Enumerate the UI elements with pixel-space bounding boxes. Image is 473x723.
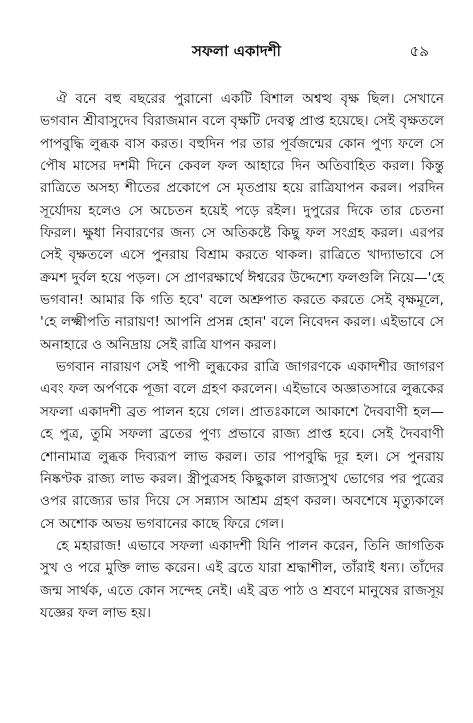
paragraph-2: ভগবান নারায়ণ সেই পাপী লুব্ধকের রাত্রি জাগরণকে একাদশীর জাগরণ এবং ফল অর্পণকে পূজা বলে গ্রহণ করলেন। এইভাবে অজ্ঞাতসারে লুব্ধকের সফলা একাদশী ব্রত পালন হয়ে গেল। প্রাতঃকালে আকাশে দৈববাণী হল—হে পুত্র, তুমি সফলা ব্রতের পুণ্য প্রভাবে রাজ্য প্রাপ্ত হবে। সেই দৈববাণী শোনামাত্র লুব্ধক দিব্যরূপ লাভ করল। তার পাপবুদ্ধি দূর হল। সে পুনরায় নিষ্কণ্টক রাজ্য লাভ করল। স্ত্রীপুত্রসহ কিছুকাল রাজ্যসুখ ভোগের পর পুত্রের ওপর রাজ্যের ভার দিয়ে সে সন্ন্যাস আশ্রম গ্রহণ করল। অবশেষে মৃত্যুকালে সে অশোক অভয় ভগবানের কাছে ফিরে গেল।	[40, 359, 444, 532]
paragraph-3: হে মহারাজ! এভাবে সফলা একাদশী যিনি পালন করেন, তিনি জাগতিক সুখ ও পরে মুক্তি লাভ করেন। এই ব্রতে যারা শ্রদ্ধাশীল, তাঁরাই ধন্য। তাঁদের জন্ম সার্থক, এতে কোন সন্দেহ নেই। এই ব্রত পাঠ ও শ্রবণে মানুষের রাজসূয় যজ্ঞের ফল লাভ হয়।	[40, 537, 444, 621]
running-head	[24, 40, 449, 62]
chapter-title: সফলা একাদশী	[192, 42, 281, 60]
paragraph-1: ঐ বনে বহু বছরের পুরানো একটি বিশাল অশ্বত্থ বৃক্ষ ছিল। সেখানে ভগবান শ্রীবাসুদেব বিরাজমান বলে বৃক্ষটি দেবত্ব প্রাপ্ত হয়েছে। সেই বৃক্ষতলে পাপবুদ্ধি লুব্ধক বাস করত। বহুদিন পর তার পূর্বজন্মের কোন পুণ্য ফলে সে পৌষ মাসের দশমী দিনে কেবল ফল আহারে দিন অতিবাহিত করল। কিন্তু রাত্রিতে অসহ্য শীতের প্রকোপে সে মৃতপ্রায় হয়ে রাত্রিযাপন করল। পরদিন সূর্যোদয় হলেও সে অচেতন হয়েই পড়ে রইল। দুপুরের দিকে তার চেতনা ফিরল। ক্ষুধা নিবারণের জন্য সে অতিকষ্টে কিছু ফল সংগ্রহ করল। এরপর সেই বৃক্ষতলে এসে পুনরায় বিশ্রাম করতে থাকল। রাত্রিতে খাদ্যাভাবে সে ক্রমশ দুর্বল হয়ে পড়ল। সে প্রাণরক্ষার্থে ঈশ্বরের উদ্দেশ্যে ফলগুলি নিয়ে—'হে ভগবান! আমার কি গতি হবে' বলে অশ্রুপাত করতে করতে সেই বৃক্ষমূলে, 'হে লক্ষ্মীপতি নারায়ণ! আপনি প্রসন্ন হোন' বলে নিবেদন করল। এইভাবে সে অনাহারে ও অনিদ্রায় সেই রাত্রি যাপন করল।	[40, 91, 444, 353]
body-text	[40, 88, 444, 624]
page-number: ৫৯	[409, 42, 429, 60]
